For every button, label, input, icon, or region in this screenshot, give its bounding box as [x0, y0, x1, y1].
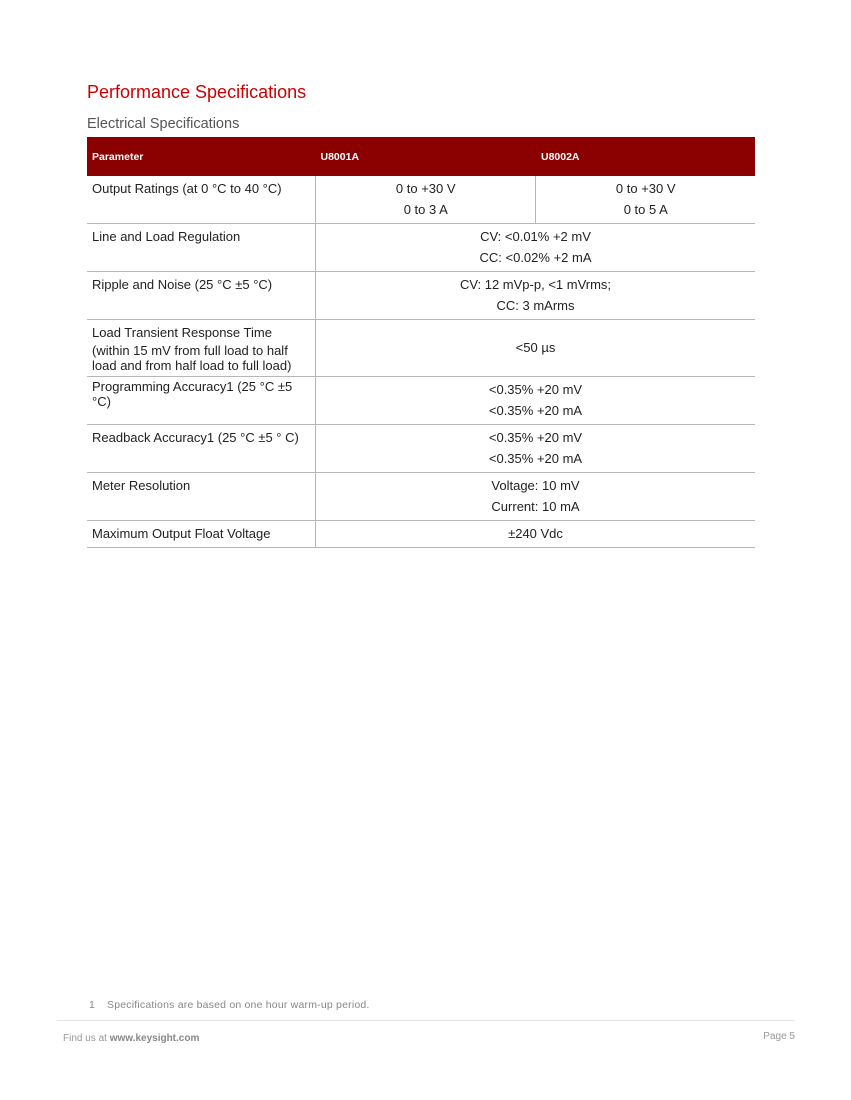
table-row-float-voltage	[87, 521, 755, 548]
value-meter-resolution	[316, 473, 756, 521]
value-line: Current: 10 mA	[491, 499, 580, 514]
param-meter-resolution: Meter Resolution	[87, 473, 316, 521]
value-line: <0.35% +20 mA	[488, 403, 583, 418]
electrical-specifications-table	[87, 137, 755, 548]
param-ripple-noise: Ripple and Noise (25 °C ±5 °C)	[87, 272, 316, 320]
header-parameter: Parameter	[87, 137, 316, 176]
value-line: CC: <0.02% +2 mA	[479, 250, 592, 265]
value-load-transient: <50 µs	[316, 320, 756, 377]
value-line: CV: <0.01% +2 mV	[480, 229, 591, 244]
table-header-row	[87, 137, 755, 176]
table-row-ripple-noise	[87, 272, 755, 320]
table-row-meter-resolution	[87, 473, 755, 521]
param-programming-accuracy	[87, 377, 316, 425]
value-line: CC: 3 mArms	[496, 298, 575, 313]
value-programming-accuracy	[316, 377, 756, 425]
value-line: Voltage: 10 mV	[491, 478, 580, 493]
value-output-ratings-u8001a	[316, 176, 536, 224]
param-programming-accuracy-label: Programming Accuracy1 (25 °C ±5 °C)	[92, 379, 293, 409]
value-line: <0.35% +20 mV	[488, 382, 583, 397]
table-row-load-transient	[87, 320, 755, 377]
table-row-line-load-regulation	[87, 224, 755, 272]
param-load-transient-label: Load Transient Response Time	[92, 325, 272, 340]
footer-find-us	[63, 1033, 199, 1044]
param-load-transient-note: (within 15 mV from full load to half load and from half load to full load)	[92, 343, 292, 373]
param-readback-accuracy: Readback Accuracy1 (25 °C ±5 ° C)	[87, 425, 316, 473]
value-line: <0.35% +20 mV	[488, 430, 583, 445]
value-readback-accuracy	[316, 425, 756, 473]
param-float-voltage: Maximum Output Float Voltage	[87, 521, 316, 548]
value-ripple-noise	[316, 272, 756, 320]
header-u8002a: U8002A	[536, 137, 755, 176]
header-u8001a: U8001A	[316, 137, 536, 176]
value-line: CV: 12 mVp-p, <1 mVrms;	[459, 277, 612, 292]
page-title: Performance Specifications	[87, 82, 307, 102]
table-row-output-ratings	[87, 176, 755, 224]
param-output-ratings: Output Ratings (at 0 °C to 40 °C)	[87, 176, 316, 224]
value-line: 0 to 3 A	[403, 202, 448, 217]
value-line: 0 to 5 A	[623, 202, 668, 217]
value-line-load-regulation	[316, 224, 756, 272]
footer-divider	[57, 1020, 795, 1021]
page-number: Page 5	[763, 1031, 795, 1042]
value-line: 0 to +30 V	[615, 181, 676, 196]
value-float-voltage: ±240 Vdc	[316, 521, 756, 548]
param-load-transient	[87, 320, 316, 377]
param-line-load-regulation: Line and Load Regulation	[87, 224, 316, 272]
footnote-text: Specifications are based on one hour warm-up period.	[107, 999, 370, 1011]
find-us-prefix: Find us at	[63, 1033, 107, 1044]
footnote-number: 1	[89, 999, 96, 1011]
value-output-ratings-u8002a	[536, 176, 755, 224]
footnote	[89, 999, 370, 1011]
section-subtitle: Electrical Specifications	[87, 116, 240, 132]
table-row-readback-accuracy	[87, 425, 755, 473]
value-line: 0 to +30 V	[395, 181, 456, 196]
value-line: <0.35% +20 mA	[488, 451, 583, 466]
website-link[interactable]: www.keysight.com	[109, 1033, 200, 1044]
table-row-programming-accuracy	[87, 377, 755, 425]
